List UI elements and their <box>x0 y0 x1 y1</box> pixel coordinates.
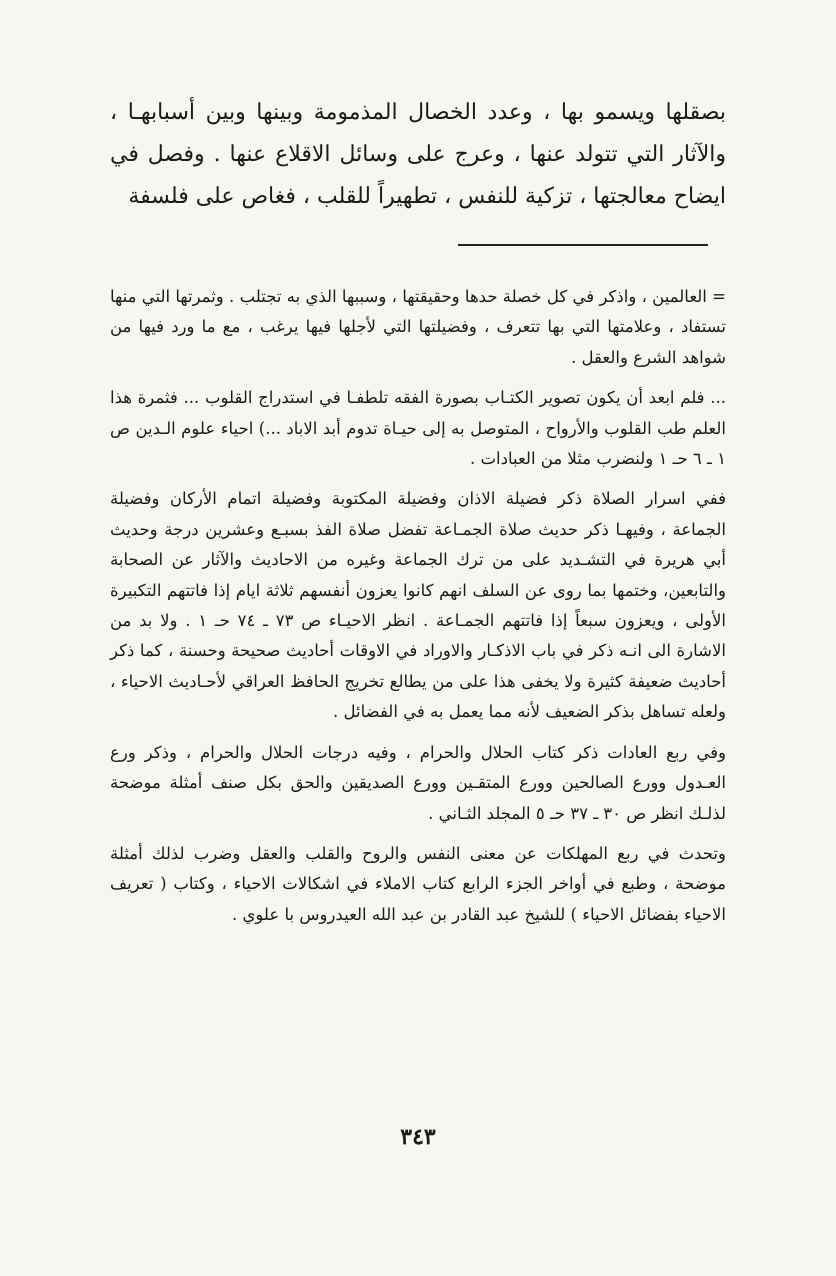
footnote-paragraph: ففي اسرار الصلاة ذكر فضيلة الاذان وفضيلة المكتوبة وفضيلة اتمام الأركان وفضيلة الجماعة ، وفيهـا ذكر حديث صلاة الجمـاعة تفضل صلاة الفذ بسبـع وعشرين درجة وحديث أبي هريرة في التشـديد على من ترك الجماعة وغيره من الاحاديث والآثار عن الصحابة والتابعين، وختمها بما روى عن السلف انهم كانوا يعزون أنفسهم ثلاثة ايام إذا فاتتهم التكبيرة الأولى ، ويعزون سبعاً إذا فاتتهم الجمـاعة . انظر الاحيـاء ص ٧٣ ـ ٧٤ حـ ١ . ولا بد من الاشارة الى انـه ذكر في باب الاذكـار والاوراد في الاوقات أحاديث صحيحة وحسنة ، كما ذكر أحاديث ضعيفة كثيرة ولا يخفى هذا على من يطالع تخريج الحافظ العراقي لأحـاديث الاحياء ، ولعله تساهل بذكر الضعيف لأنه مما يعمل به في الفضائل . <box>110 489 726 722</box>
footnote-paragraph: وفي ربع العادات ذكر كتاب الحلال والحرام ، وفيه درجات الحلال والحرام ، وذكر ورع العـدول وورع الصالحين وورع المتقـين وورع الصديقين والحق بكل صنف أمثلة موضحة لذلـك انظر ص ٣٠ ـ ٣٧ حـ ٥ المجلد الثـاني . <box>110 742 726 823</box>
footnote-paragraph: ... فلم ابعد أن يكون تصوير الكتـاب بصورة الفقه تلطفـا في استدراج القلوب ... فثمرة هذا العلم طب القلوب والأرواح ، المتوصل به إلى حيـاة تدوم أبد الاباد ...) احياء علوم الـدين ص ١ ـ ٦ حـ ١ ولنضرب مثلا من العبادات . <box>110 388 726 469</box>
main-text-block <box>110 92 726 218</box>
footnote-divider <box>458 244 708 246</box>
page-number: ٣٤٣ <box>400 1124 436 1150</box>
main-paragraph: بصقلها ويسمو بها ، وعدد الخصال المذمومة وبينها وبين أسبابهـا ، والآثار التي تتولد عنها ، وعرج على وسائل الاقلاع عنها . وفصل في ايضاح معالجتها ، تزكية للنفس ، تطهيراً للقلب ، فغاص على فلسفة <box>110 100 726 209</box>
footnotes-block <box>110 282 726 940</box>
footnote-paragraph: وتحدث في ربع المهلكات عن معنى النفس والروح والقلب والعقل وضرب لذلك أمثلة موضحة ، وطبع في أواخر الجزء الرابع كتاب الاملاء في اشكالات الاحياء ، وكتاب ( تعريف الاحياء بفضائل الاحياء ) للشيخ عبد القادر بن عبد الله العيدروس با علوي . <box>110 843 726 924</box>
footnote-continuation: = العالمين ، واذكر في كل خصلة حدها وحقيقتها ، وسببها الذي به تجتلب . وثمرتها التي منها تستفاد ، وعلامتها التي بها تتعرف ، وفضيلتها التي لأجلها فيها يرغب ، مع ما ورد فيها من شواهد الشرع والعقل . <box>110 287 726 367</box>
